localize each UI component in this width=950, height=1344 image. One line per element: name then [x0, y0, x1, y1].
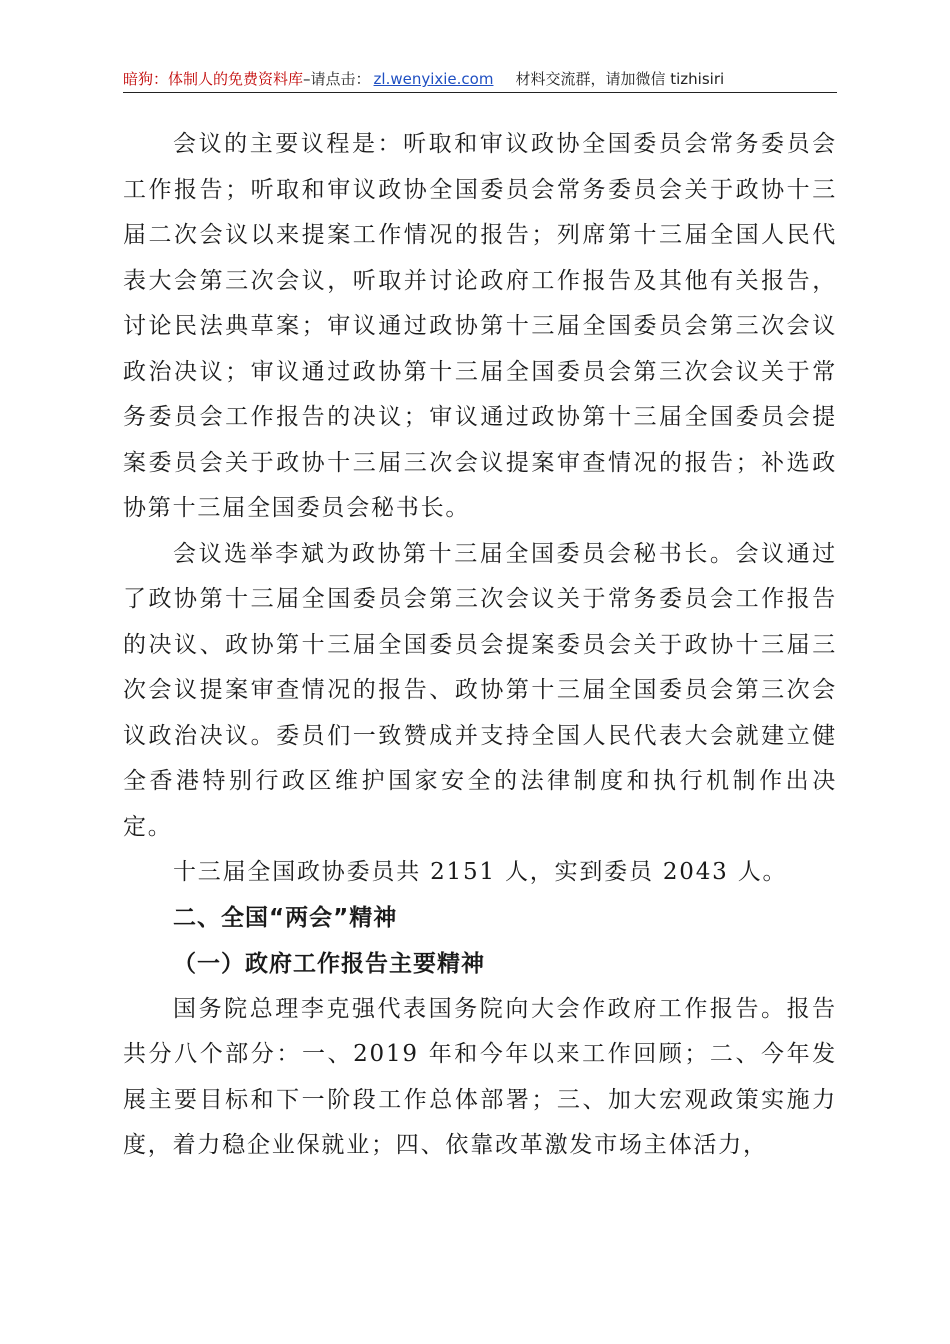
paragraph-agenda: 会议的主要议程是：听取和审议政协全国委员会常务委员会工作报告；听取和审议政协全国委员会常务委员会关于政协十三届二次会议以来提案工作情况的报告；列席第十三届全国人民代表大会第三次会议，听取并讨论政府工作报告及其他有关报告，讨论民法典草案；审议通过政协第十三届全国委员会第三次会议政治决议；审议通过政协第十三届全国委员会第三次会议关于常务委员会工作报告的决议；审议通过政协第十三届全国委员会提案委员会关于政协十三届三次会议提案审查情况的报告；补选政协第十三届全国委员会秘书长。: [123, 131, 837, 521]
header-click-prompt: –请点击：: [303, 70, 371, 88]
subsection-heading: （一）政府工作报告主要精神: [173, 950, 485, 977]
page-header: [123, 68, 837, 93]
header-contact: 材料交流群，请加微信 tizhisiri: [515, 70, 725, 88]
paragraph-election: 会议选举李斌为政协第十三届全国委员会秘书长。会议通过了政协第十三届全国委员会第三次会议关于常务委员会工作报告的决议、政协第十三届全国委员会提案委员会关于政协十三届三次会议提案审查情况的报告、政协第十三届全国委员会第三次会议政治决议。委员们一致赞成并支持全国人民代表大会就建立健全香港特别行政区维护国家安全的法律制度和执行机制作出决定。: [123, 540, 837, 840]
paragraph-attendance: 十三届全国政协委员共 2151 人，实到委员 2043 人。: [173, 859, 788, 885]
paragraph-report: 国务院总理李克强代表国务院向大会作政府工作报告。报告共分八个部分：一、2019 年和今年以来工作回顾；二、今年发展主要目标和下一阶段工作总体部署；三、加大宏观政策实施力度，着力稳企业保就业；四、依靠改革激发市场主体活力，: [123, 995, 837, 1158]
section-heading: 二、全国“两会”精神: [173, 904, 398, 931]
header-link[interactable]: zl.wenyixie.com: [373, 70, 494, 88]
document-body: [123, 122, 837, 1169]
header-brand: 暗狗：体制人的免费资料库: [123, 70, 304, 88]
